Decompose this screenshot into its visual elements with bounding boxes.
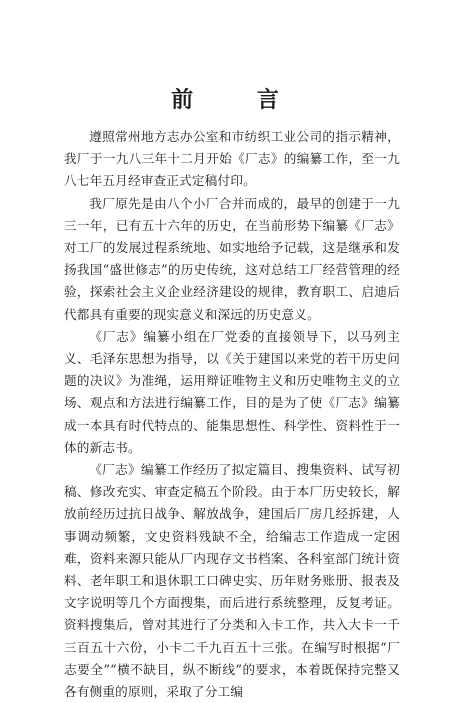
paragraph-3: 《厂志》编纂小组在厂党委的直接领导下，以马列主义、毛泽东思想为指导，以《关于建国以来党的若干历史问题的决议》为准绳，运用辩证唯物主义和历史唯物主义的立场、观点和方法进行编纂工作，目的是为了使《厂志》编纂成一本具有时代特点的、能集思想性、科学性、资料性于一体的新志书。 [64, 328, 400, 455]
paragraph-4: 《厂志》编纂工作经历了拟定篇目、搜集资料、试写初稿、修改充实、审查定稿五个阶段。由于本厂历史较长，解放前经历过抗日战争、解放战争，建国后厂房几经拆建，人事调动频繁，文史资料残缺不全，给编志工作造成一定困难，资料来源只能从厂内现存文书档案、各科室部门统计资料、老年职工和退休职工口碑史实、历年财务账册、报表及文字说明等几个方面搜集，而后进行系统整理，反复考证。资料搜集后，曾对其进行了分类和入卡工作，共入大卡一千三百五十六份，小卡二千九百五十三张。在编写时根据“厂志要全”“横不缺目，纵不断线”的要求，本着既保持完整又各有侧重的原则，采取了分工编 [64, 462, 400, 700]
document-body [64, 126, 400, 703]
page-title: 前 言 [171, 88, 307, 113]
paragraph-2: 我厂原先是由八个小厂合并而成的，最早的创建于一九三一年，已有五十六年的历史，在当前形势下编纂《厂志》对工厂的发展过程系统地、如实地给予记载，这是继承和发扬我国“盛世修志”的历史传统，这对总结工厂经营管理的经验，探索社会主义企业经济建设的规律，教育职工、启迪后代都具有重要的现实意义和深远的历史意义。 [64, 195, 400, 322]
paragraph-1: 遵照常州地方志办公室和市纺织工业公司的指示精神，我厂于一九八三年十二月开始《厂志》的编纂工作，至一九八七年五月经审查正式定稿付印。 [64, 129, 400, 189]
